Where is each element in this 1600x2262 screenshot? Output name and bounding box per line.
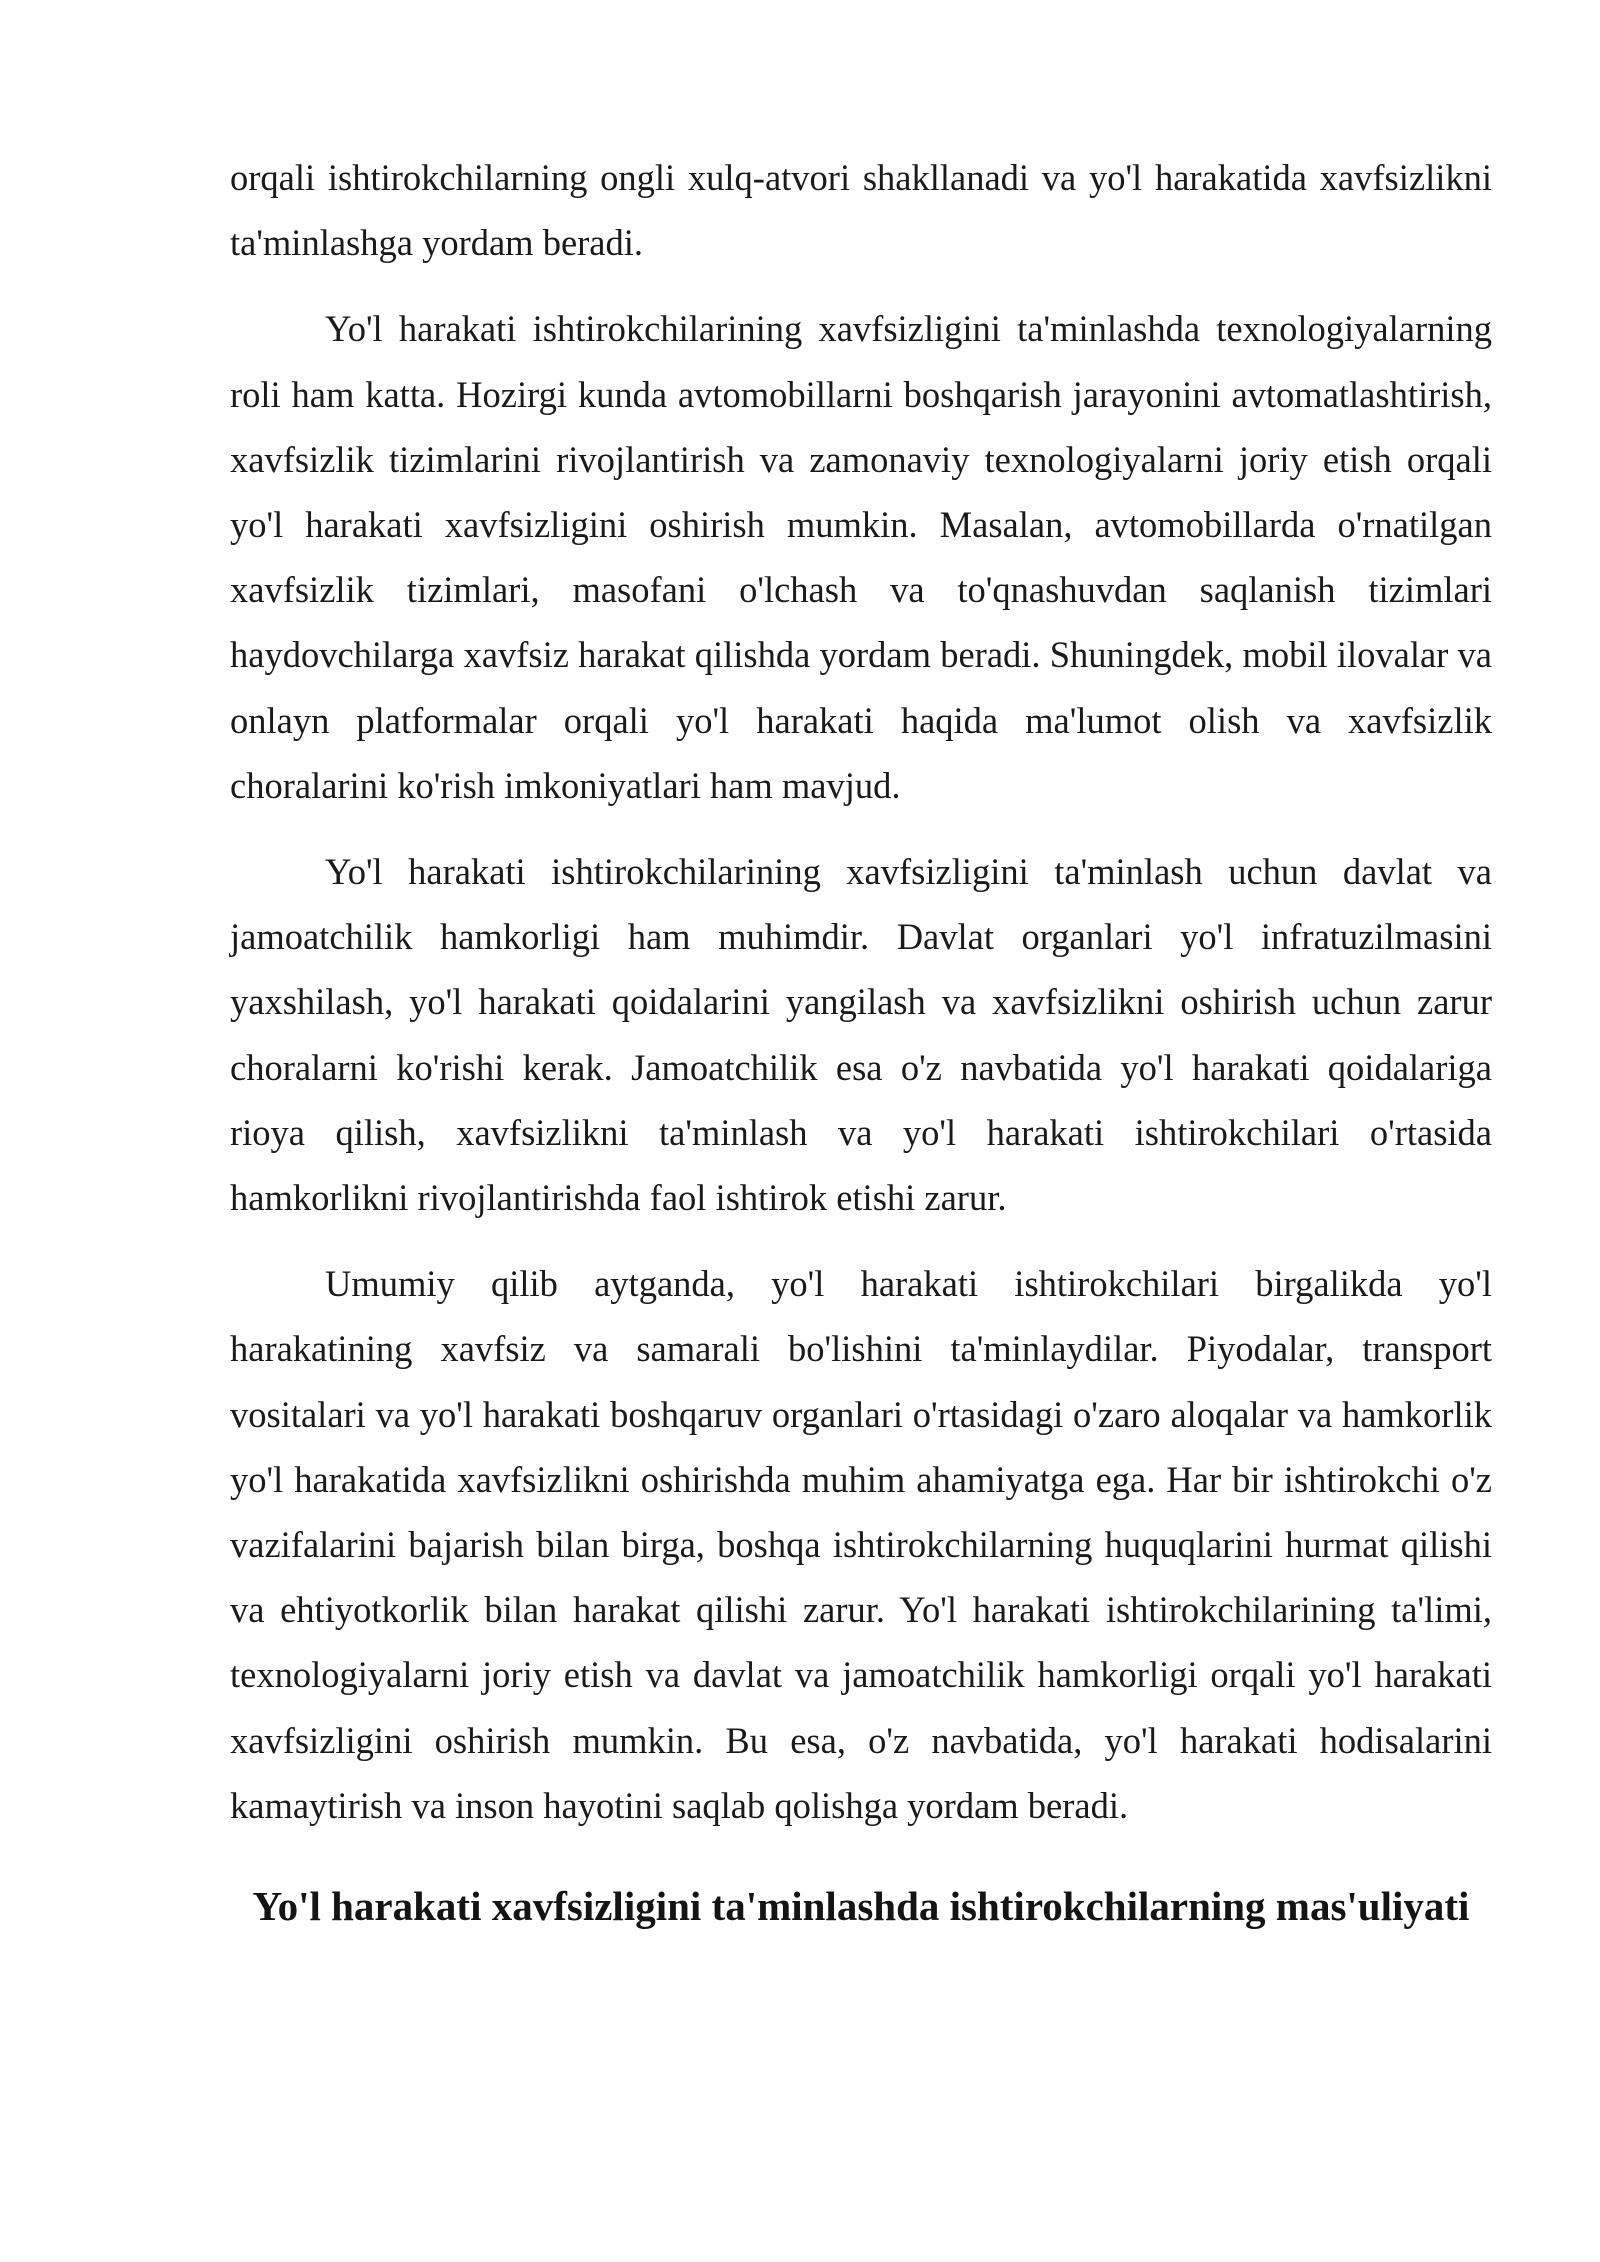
document-page xyxy=(230,145,1492,1944)
paragraph-conclusion: Umumiy qilib aytganda, yo'l harakati ishtirokchilari birgalikda yo'l harakatining xavfsiz va samarali bo'lishini ta'minlaydilar. Piyodalar, transport vositalari va yo'l harakati boshqaruv organlari o'rtasidagi o'zaro aloqalar va hamkorlik yo'l harakatida xavfsizlikni oshirishda muhim ahamiyatga ega. Har bir ishtirokchi o'z vazifalarini bajarish bilan birga, boshqa ishtirokchilarning huquqlarini hurmat qilishi va ehtiyotkorlik bilan harakat qilishi zarur. Yo'l harakati ishtirokchilarining ta'limi, texnologiyalarni joriy etish va davlat va jamoatchilik hamkorligi orqali yo'l harakati xavfsizligini oshirish mumkin. Bu esa, o'z navbatida, yo'l harakati hodisalarini kamaytirish va inson hayotini saqlab qolishga yordam beradi. xyxy=(230,1263,1492,1826)
paragraph-continuation: orqali ishtirokchilarning ongli xulq-atvori shakllanadi va yo'l harakatida xavfsizlikni ta'minlashga yordam beradi. xyxy=(230,157,1492,264)
paragraph-technology: Yo'l harakati ishtirokchilarining xavfsizligini ta'minlashda texnologiyalarning roli ham katta. Hozirgi kunda avtomobillarni boshqarish jarayonini avtomatlashtirish, xavfsizlik tizimlarini rivojlantirish va zamonaviy texnologiyalarni joriy etish orqali yo'l harakati xavfsizligini oshirish mumkin. Masalan, avtomobillarda o'rnatilgan xavfsizlik tizimlari, masofani o'lchash va to'qnashuvdan saqlanish tizimlari haydovchilarga xavfsiz harakat qilishda yordam beradi. Shuningdek, mobil ilovalar va onlayn platformalar orqali yo'l harakati haqida ma'lumot olish va xavfsizlik choralarini ko'rish imkoniyatlari ham mavjud. xyxy=(230,308,1492,806)
section-heading: Yo'l harakati xavfsizligini ta'minlashda ishtirokchilarning mas'uliyati xyxy=(252,1883,1470,1930)
paragraph-cooperation: Yo'l harakati ishtirokchilarining xavfsizligini ta'minlash uchun davlat va jamoatchilik hamkorligi ham muhimdir. Davlat organlari yo'l infratuzilmasini yaxshilash, yo'l harakati qoidalarini yangilash va xavfsizlikni oshirish uchun zarur choralarni ko'rishi kerak. Jamoatchilik esa o'z navbatida yo'l harakati qoidalariga rioya qilish, xavfsizlikni ta'minlash va yo'l harakati ishtirokchilari o'rtasida hamkorlikni rivojlantirishda faol ishtirok etishi zarur. xyxy=(230,851,1492,1219)
